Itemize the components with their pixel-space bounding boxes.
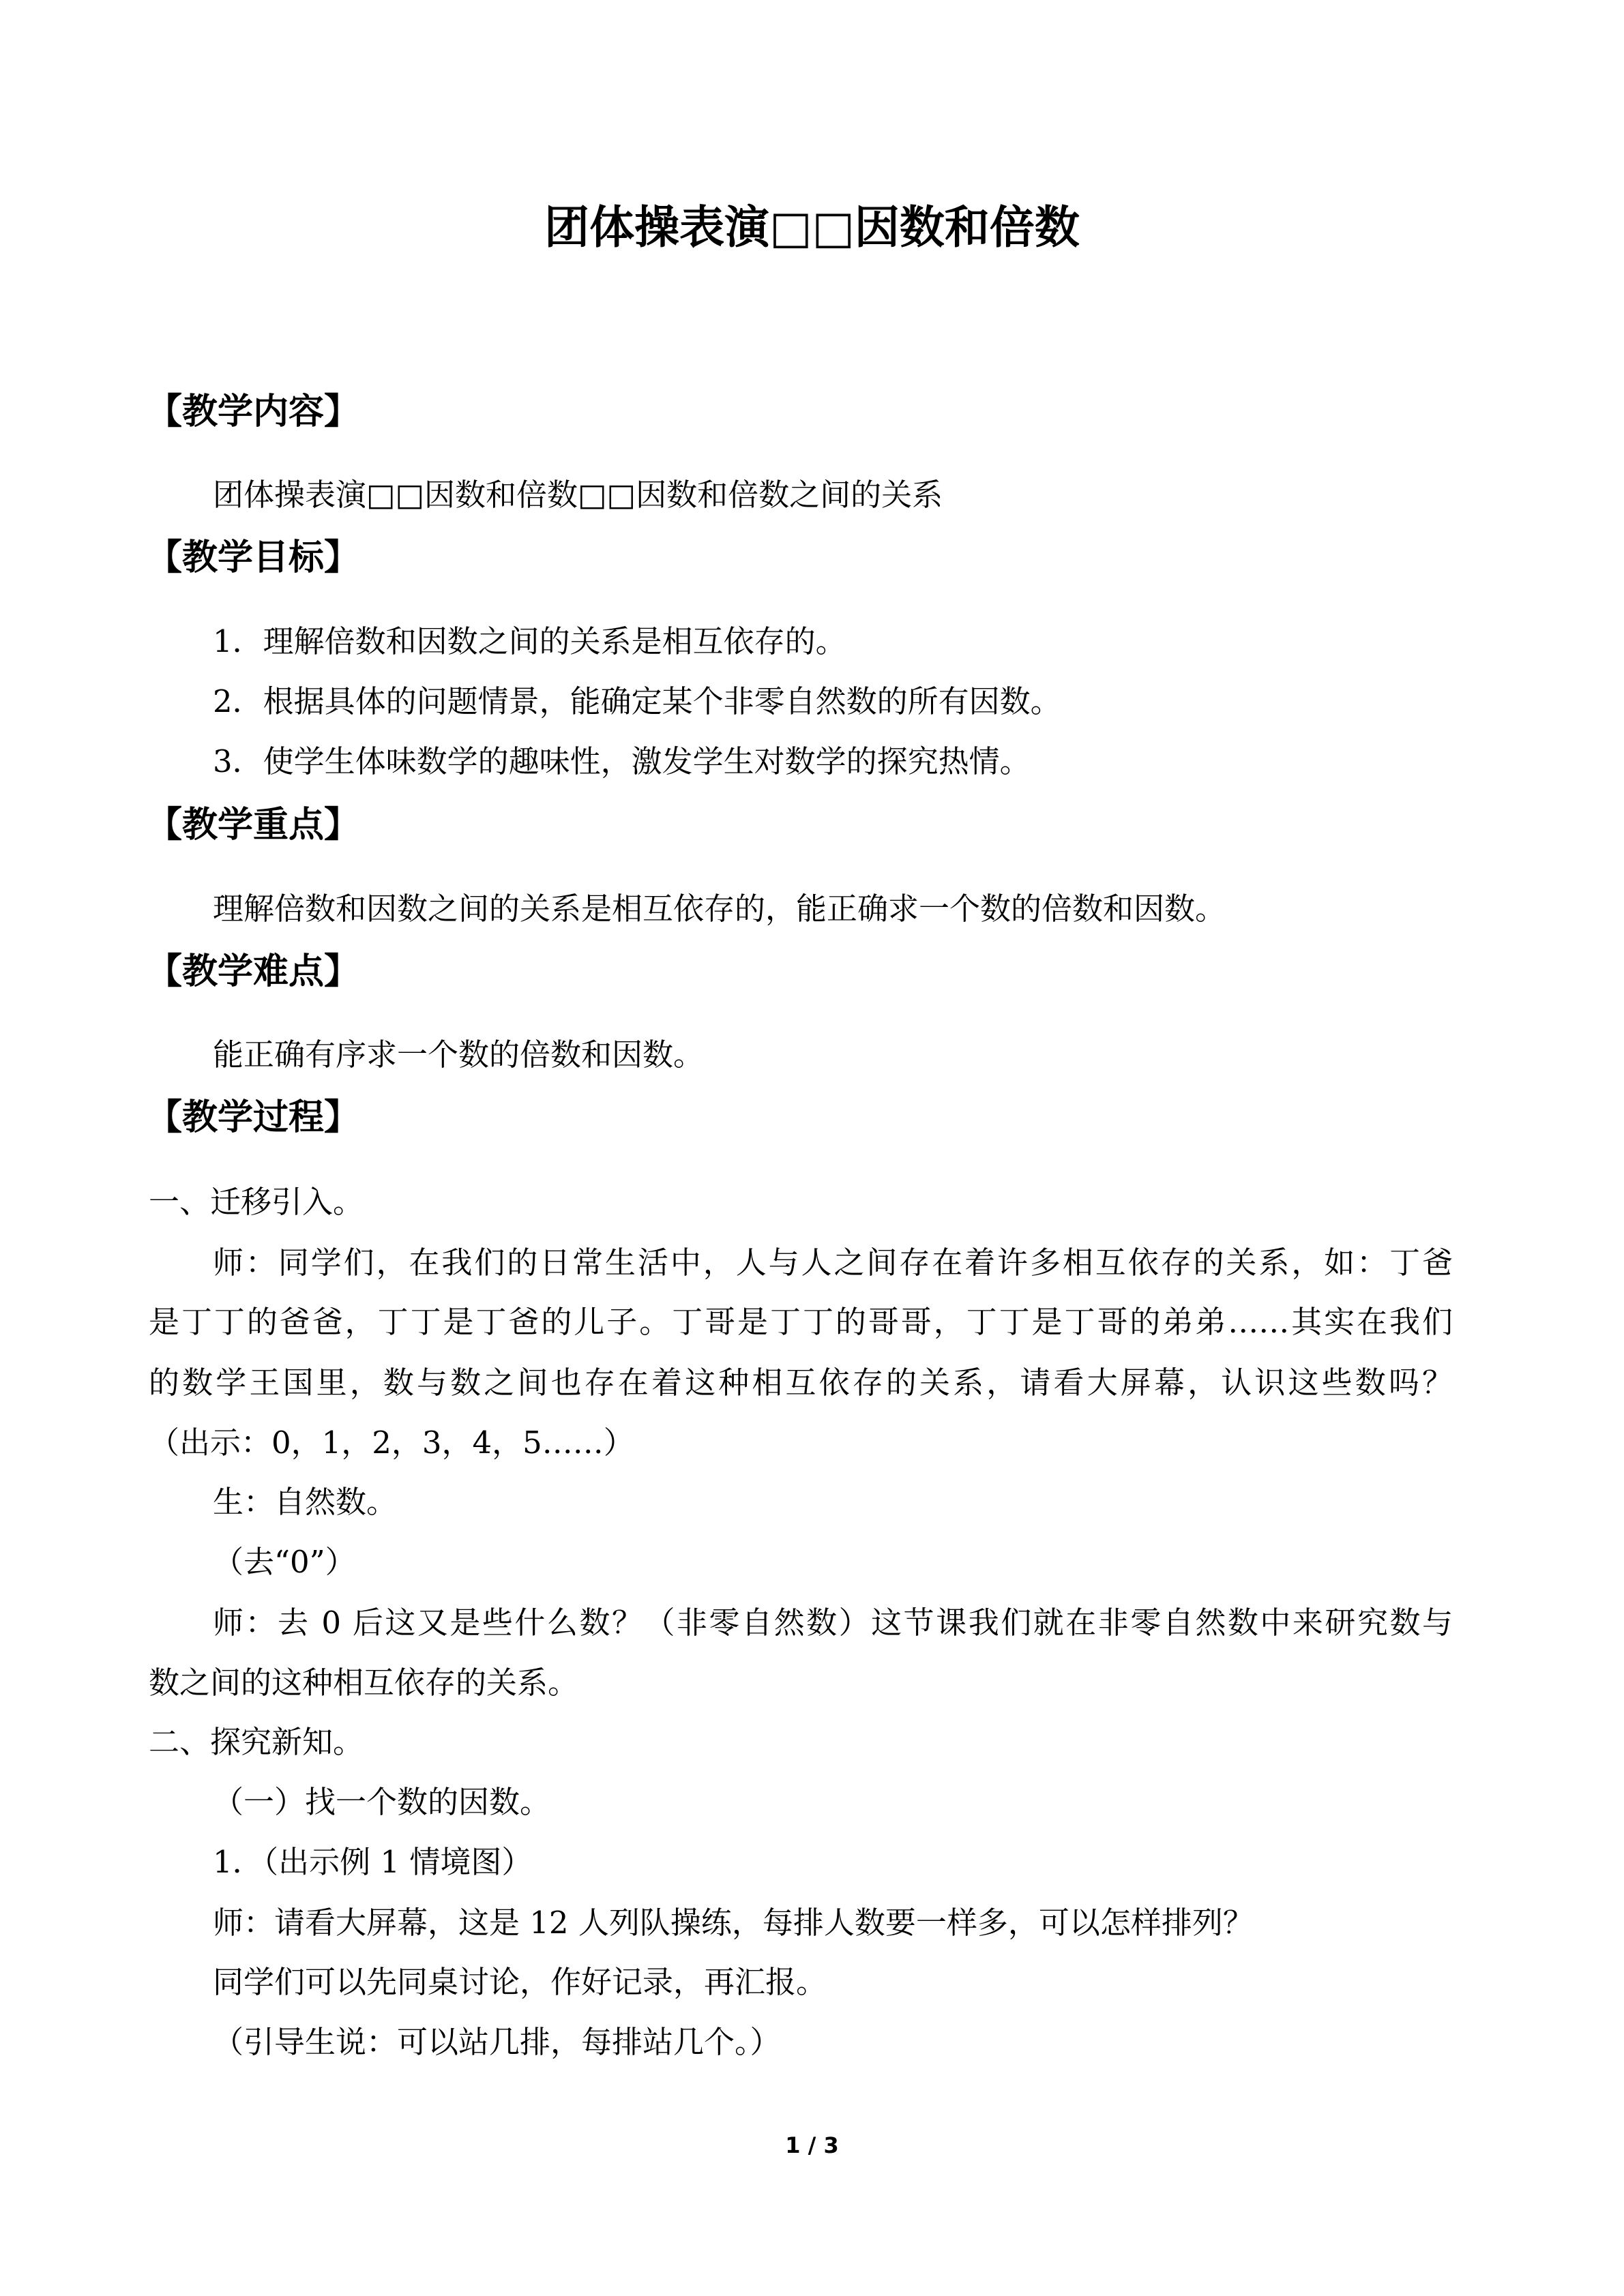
paragraph-line: 生：自然数。 [213,1484,398,1520]
paragraph-line: 师：请看大屏幕，这是 12 人列队操练，每排人数要一样多，可以怎样排列？ [213,1905,1254,1941]
paragraph-line: 同学们可以先同桌讨论，作好记录，再汇报。 [213,1964,827,2000]
heading-process: 【教学过程】 [147,1097,360,1138]
paragraph-line: （出示：0，1，2，3，4，5……） [149,1425,634,1461]
paragraph-line: 数之间的这种相互依存的关系。 [149,1665,579,1701]
document-title: 团体操表演□□因数和倍数 [544,200,1080,254]
list-item: 1．（出示例 1 情境图） [213,1844,533,1880]
subsection-title: （一）找一个数的因数。 [213,1784,551,1820]
goal-item: 3．使学生体味数学的趣味性，激发学生对数学的探究热情。 [213,743,1031,779]
page-number: 1 / 3 [785,2132,839,2158]
paragraph-line: （引导生说：可以站几排，每排站几个。） [213,2024,781,2060]
process-part-title: 二、探究新知。 [149,1724,364,1760]
paragraph-line: 是丁丁的爸爸，丁丁是丁爸的儿子。丁哥是丁丁的哥哥，丁丁是丁哥的弟弟……其实在我们 [149,1304,1453,1340]
goal-item: 2．根据具体的问题情景，能确定某个非零自然数的所有因数。 [213,683,1061,719]
heading-key-points: 【教学重点】 [147,804,360,846]
key-points-text: 理解倍数和因数之间的关系是相互依存的，能正确求一个数的倍数和因数。 [213,891,1226,927]
paragraph-line: 的数学王国里，数与数之间也存在着这种相互依存的关系，请看大屏幕，认识这些数吗？ [149,1365,1453,1401]
heading-content: 【教学内容】 [147,391,360,432]
heading-difficulties: 【教学难点】 [147,951,360,992]
content-text: 团体操表演□□因数和倍数□□因数和倍数之间的关系 [213,477,943,513]
paragraph-line: 师：去 0 后这又是些什么数？（非零自然数）这节课我们就在非零自然数中来研究数与 [213,1605,1453,1641]
heading-goals: 【教学目标】 [147,537,360,578]
paragraph-line: （去“0”） [213,1544,356,1580]
goal-item: 1．理解倍数和因数之间的关系是相互依存的。 [213,623,846,659]
paragraph-line: 师：同学们，在我们的日常生活中，人与人之间存在着许多相互依存的关系，如：丁爸 [213,1244,1453,1281]
difficulties-text: 能正确有序求一个数的倍数和因数。 [213,1037,705,1073]
process-part-title: 一、迁移引入。 [149,1184,364,1220]
